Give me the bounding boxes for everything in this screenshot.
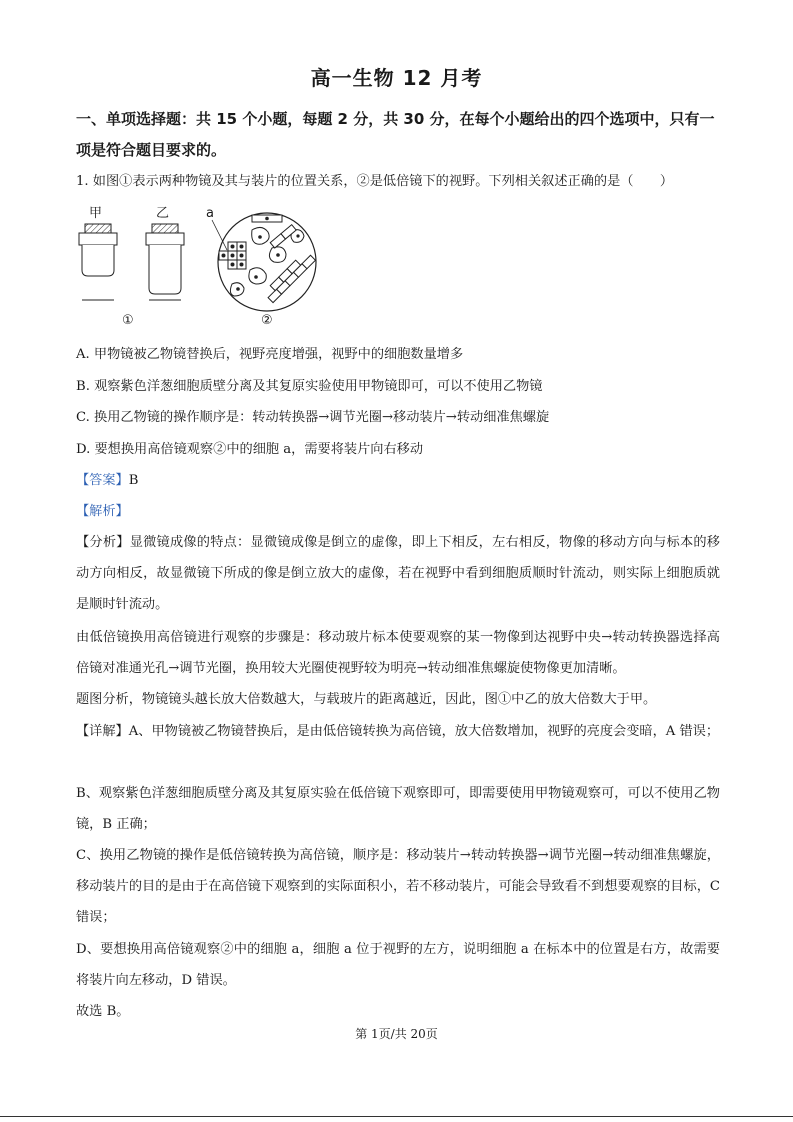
label-jia: 甲 — [89, 206, 103, 221]
option-b: B. 观察紫色洋葱细胞质壁分离及其复原实验使用甲物镜即可，可以不使用乙物镜 — [76, 379, 543, 394]
section-heading: 一、单项选择题：共 15 个小题，每题 2 分，共 30 分，在每个小题给出的四个选项中，只有一项是符合题目要求的。 — [76, 110, 715, 159]
page-title: 高一生物 12 月考 — [310, 66, 483, 90]
detail-c: C、换用乙物镜的操作是低倍镜转换为高倍镜，顺序是：移动装片→转动转换器→调节光圈→转动细准焦螺旋，移动装片的目的是由于在高倍镜下观察到的实际面积小，若不移动装片，可能会导致看不到想要观察的目标，C 错误； — [76, 848, 720, 925]
objective-yi-icon — [146, 224, 184, 300]
page-footer: 第 1页/共 20页 — [355, 1027, 438, 1041]
detail-b: B、观察紫色洋葱细胞质壁分离及其复原实验在低倍镜下观察即可，即需要使用甲物镜观察可，可以不使用乙物镜，B 正确； — [76, 786, 720, 832]
option-c: C. 换用乙物镜的操作顺序是：转动转换器→调节光圈→移动装片→转动细准焦螺旋 — [76, 410, 550, 425]
detail-d: D、要想换用高倍镜观察②中的细胞 a，细胞 a 位于视野的左方，说明细胞 a 在标本中的位置是右方，故需要将装片向左移动，D 错误。 — [76, 942, 720, 988]
analysis-subtag: 【分析】 — [76, 535, 130, 550]
caption-1: ① — [122, 313, 134, 328]
analysis-text: 显微镜成像的特点：显微镜成像是倒立的虚像，即上下相反，左右相反，物像的移动方向与标本的移动方向相反，故显微镜下所成的像是倒立放大的虚像，若在视野中看到细胞质顺时针流动，则实际上细胞质就是顺时针流动。 — [76, 535, 720, 612]
label-yi: 乙 — [156, 206, 170, 221]
question-stem: 1. 如图①表示两种物镜及其与装片的位置关系，②是低倍镜下的视野。下列相关叙述正确的是（ ） — [76, 174, 674, 189]
conclusion: 故选 B。 — [76, 1004, 130, 1019]
option-d: D. 要想换用高倍镜观察②中的细胞 a，需要将装片向右移动 — [76, 442, 424, 457]
microscope-field-icon — [212, 213, 316, 311]
analysis-steps: 由低倍镜换用高倍镜进行观察的步骤是：移动玻片标本使要观察的某一物像到达视野中央→转动转换器选择高倍镜对准通光孔→调节光圈，换用较大光圈使视野较为明亮→转动细准焦螺旋使物像更加清晰。 — [76, 630, 720, 676]
objective-jia-icon — [79, 224, 117, 300]
microscope-figure — [72, 200, 342, 335]
detail-a-text: A、甲物镜被乙物镜替换后，是由低倍镜转换为高倍镜，放大倍数增加，视野的亮度会变暗，A 错误； — [128, 724, 720, 739]
detail-tag: 【详解】 — [76, 724, 129, 739]
analysis-paragraph — [76, 527, 720, 620]
bottom-divider — [0, 1116, 793, 1117]
caption-2: ② — [261, 313, 273, 328]
analysis-figure-note: 题图分析，物镜镜头越长放大倍数越大，与载玻片的距离越近，因此，图①中乙的放大倍数大于甲。 — [76, 692, 657, 707]
detail-a — [76, 716, 720, 747]
answer-value: B — [128, 473, 139, 488]
analysis-tag: 【解析】 — [76, 504, 129, 519]
label-a: a — [206, 206, 214, 221]
option-a: A. 甲物镜被乙物镜替换后，视野亮度增强，视野中的细胞数量增多 — [76, 347, 464, 362]
answer-line — [76, 465, 720, 496]
answer-tag: 【答案】 — [76, 473, 129, 488]
